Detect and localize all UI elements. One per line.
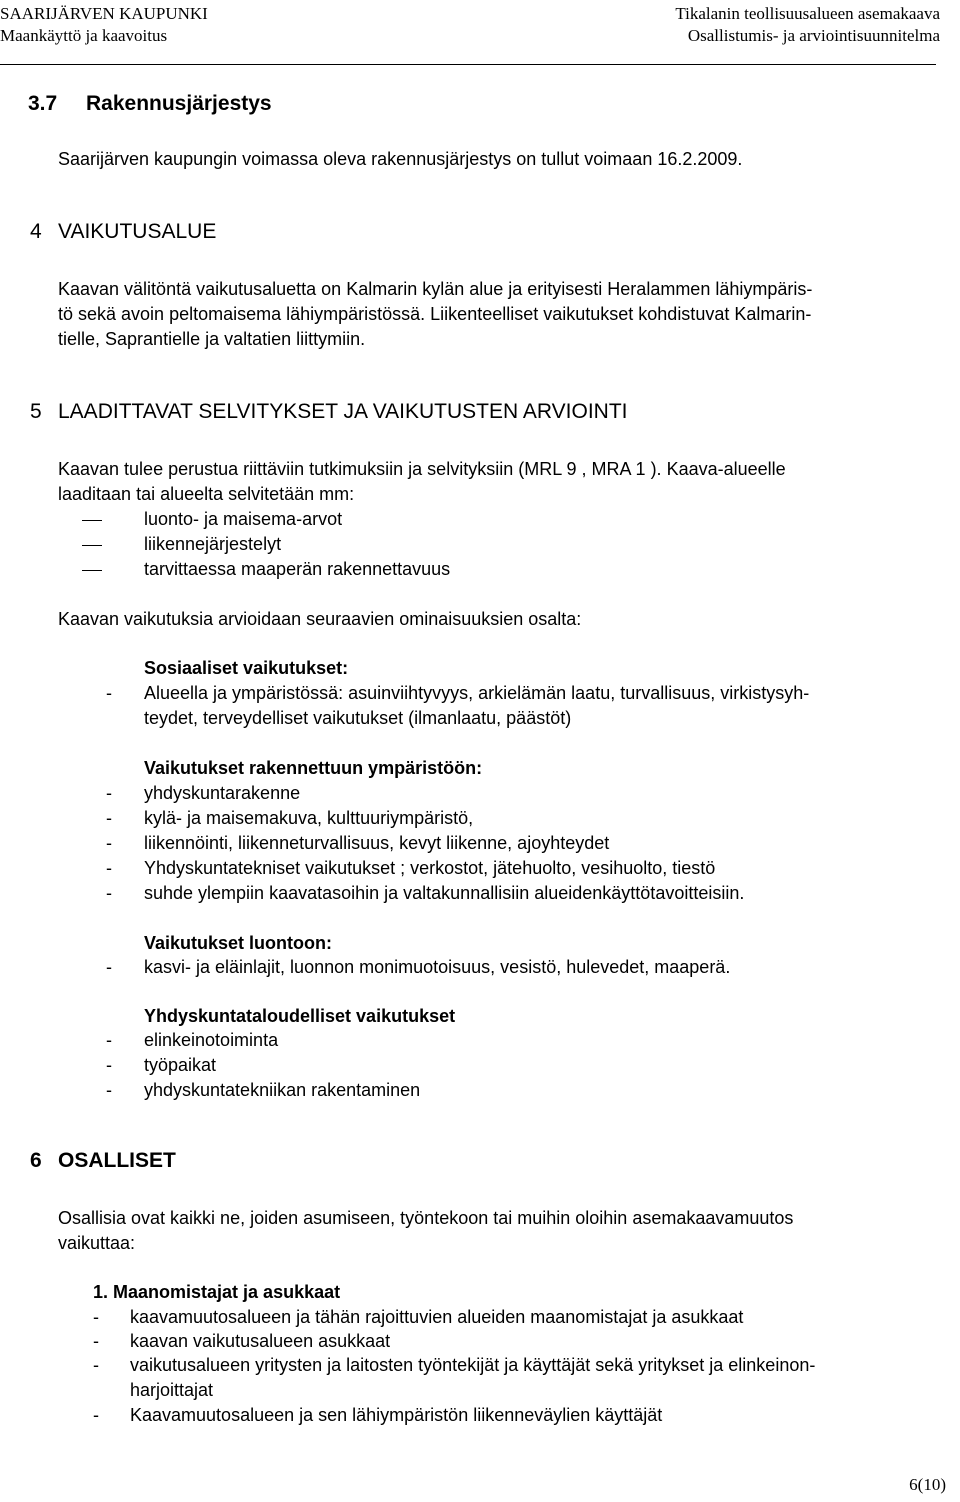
list-item: kylä- ja maisemakuva, kulttuuriympäristö, (144, 808, 474, 828)
bullet-marker: - (106, 883, 112, 903)
list-item: liikennöinti, liikenneturvallisuus, kevyt liikenne, ajoyhteydet (144, 833, 610, 853)
subheading-landowners-residents: 1. Maanomistajat ja asukkaat (93, 1282, 341, 1302)
list-item: kaavamuutosalueen ja tähän rajoittuvien alueiden maanomistajat ja asukkaat (130, 1307, 744, 1327)
bullet-marker: - (93, 1307, 99, 1327)
list-item: Yhdyskuntatekniset vaikutukset ; verkostot, jätehuolto, vesihuolto, tiestö (144, 858, 716, 878)
bullet-marker: - (106, 1055, 112, 1075)
study-item: tarvittaessa maaperän rakennettavuus (144, 559, 451, 579)
section-number-3-7: 3.7 (28, 92, 58, 115)
header-plan-name: Tikalanin teollisuusalueen asemakaava (675, 4, 940, 23)
social-impact-item: Alueella ja ympäristössä: asuinviihtyvyys, arkielämän laatu, turvallisuus, virkistysyh- (144, 683, 810, 703)
section-title-3-7: Rakennusjärjestys (86, 92, 272, 115)
paragraph-line: vaikuttaa: (58, 1233, 136, 1253)
subheading-built-environment: Vaikutukset rakennettuun ympäristöön: (144, 758, 483, 778)
bullet-marker: - (106, 833, 112, 853)
paragraph-line: Kaavan tulee perustua riittäviin tutkimuksiin ja selvityksiin (MRL 9 , MRA 1 ). Kaava-alueelle (58, 459, 786, 479)
bullet-marker: - (106, 683, 112, 703)
subheading-nature: Vaikutukset luontoon: (144, 933, 333, 953)
subheading-economic: Yhdyskuntataloudelliset vaikutukset (144, 1006, 456, 1026)
header-document-type: Osallistumis- ja arviointisuunnitelma (687, 26, 940, 45)
subheading-social-impacts: Sosiaaliset vaikutukset: (144, 658, 349, 678)
bullet-marker: - (93, 1331, 99, 1351)
list-item: kaavan vaikutusalueen asukkaat (130, 1331, 391, 1351)
list-item-continued: harjoittajat (130, 1380, 214, 1400)
bullet-marker: - (106, 1080, 112, 1100)
list-item: Kaavamuutosalueen ja sen lähiympäristön liikenneväylien käyttäjät (130, 1405, 663, 1425)
section-number-5: 5 (30, 400, 42, 423)
header-divider (0, 64, 936, 65)
section-title-6: OSALLISET (58, 1149, 176, 1172)
bullet-marker: - (106, 1030, 112, 1050)
list-item: vaikutusalueen yritysten ja laitosten työntekijät ja käyttäjät sekä yritykset ja elinkeinon- (130, 1355, 816, 1375)
section-title-5: LAADITTAVAT SELVITYKSET JA VAIKUTUSTEN ARVIOINTI (58, 400, 628, 423)
paragraph-line: Kaavan välitöntä vaikutusaluetta on Kalmarin kylän alue ja erityisesti Heralammen lähiympäris- (58, 279, 813, 299)
header-organization: SAARIJÄRVEN KAUPUNKI (0, 4, 208, 23)
dash-bullet (82, 570, 102, 571)
section-title-4: VAIKUTUSALUE (58, 220, 217, 243)
dash-bullet (82, 545, 102, 546)
social-impact-item-continued: teydet, terveydelliset vaikutukset (ilmanlaatu, päästöt) (144, 708, 572, 728)
list-item: yhdyskuntatekniikan rakentaminen (144, 1080, 421, 1100)
bullet-marker: - (106, 783, 112, 803)
list-item: suhde ylempiin kaavatasoihin ja valtakunnallisiin alueidenkäyttötavoitteisiin. (144, 883, 745, 903)
section-number-4: 4 (30, 220, 42, 243)
dash-bullet (82, 520, 102, 521)
paragraph-building-code: Saarijärven kaupungin voimassa oleva rakennusjärjestys on tullut voimaan 16.2.2009. (58, 149, 743, 169)
list-item: yhdyskuntarakenne (144, 783, 301, 803)
paragraph-line: laaditaan tai alueelta selvitetään mm: (58, 484, 355, 504)
bullet-marker: - (106, 808, 112, 828)
page-number: 6(10) (909, 1475, 946, 1494)
bullet-marker: - (106, 858, 112, 878)
study-item: luonto- ja maisema-arvot (144, 509, 343, 529)
header-department: Maankäyttö ja kaavoitus (0, 26, 168, 45)
paragraph-line: tielle, Saprantielle ja valtatien liittymiin. (58, 329, 366, 349)
section-number-6: 6 (30, 1149, 42, 1172)
list-item: työpaikat (144, 1055, 217, 1075)
paragraph-line: Osallisia ovat kaikki ne, joiden asumiseen, työntekoon tai muihin oloihin asemakaavamuutos (58, 1208, 794, 1228)
bullet-marker: - (93, 1355, 99, 1375)
bullet-marker: - (106, 957, 112, 977)
paragraph-line: tö sekä avoin peltomaisema lähiympäristössä. Liikenteelliset vaikutukset kohdistuvat Kalmarin- (58, 304, 812, 324)
study-item: liikennejärjestelyt (144, 534, 282, 554)
bullet-marker: - (93, 1405, 99, 1425)
list-item: elinkeinotoiminta (144, 1030, 279, 1050)
list-item: kasvi- ja eläinlajit, luonnon monimuotoisuus, vesistö, hulevedet, maaperä. (144, 957, 731, 977)
paragraph-impacts-intro: Kaavan vaikutuksia arvioidaan seuraavien ominaisuuksien osalta: (58, 609, 582, 629)
